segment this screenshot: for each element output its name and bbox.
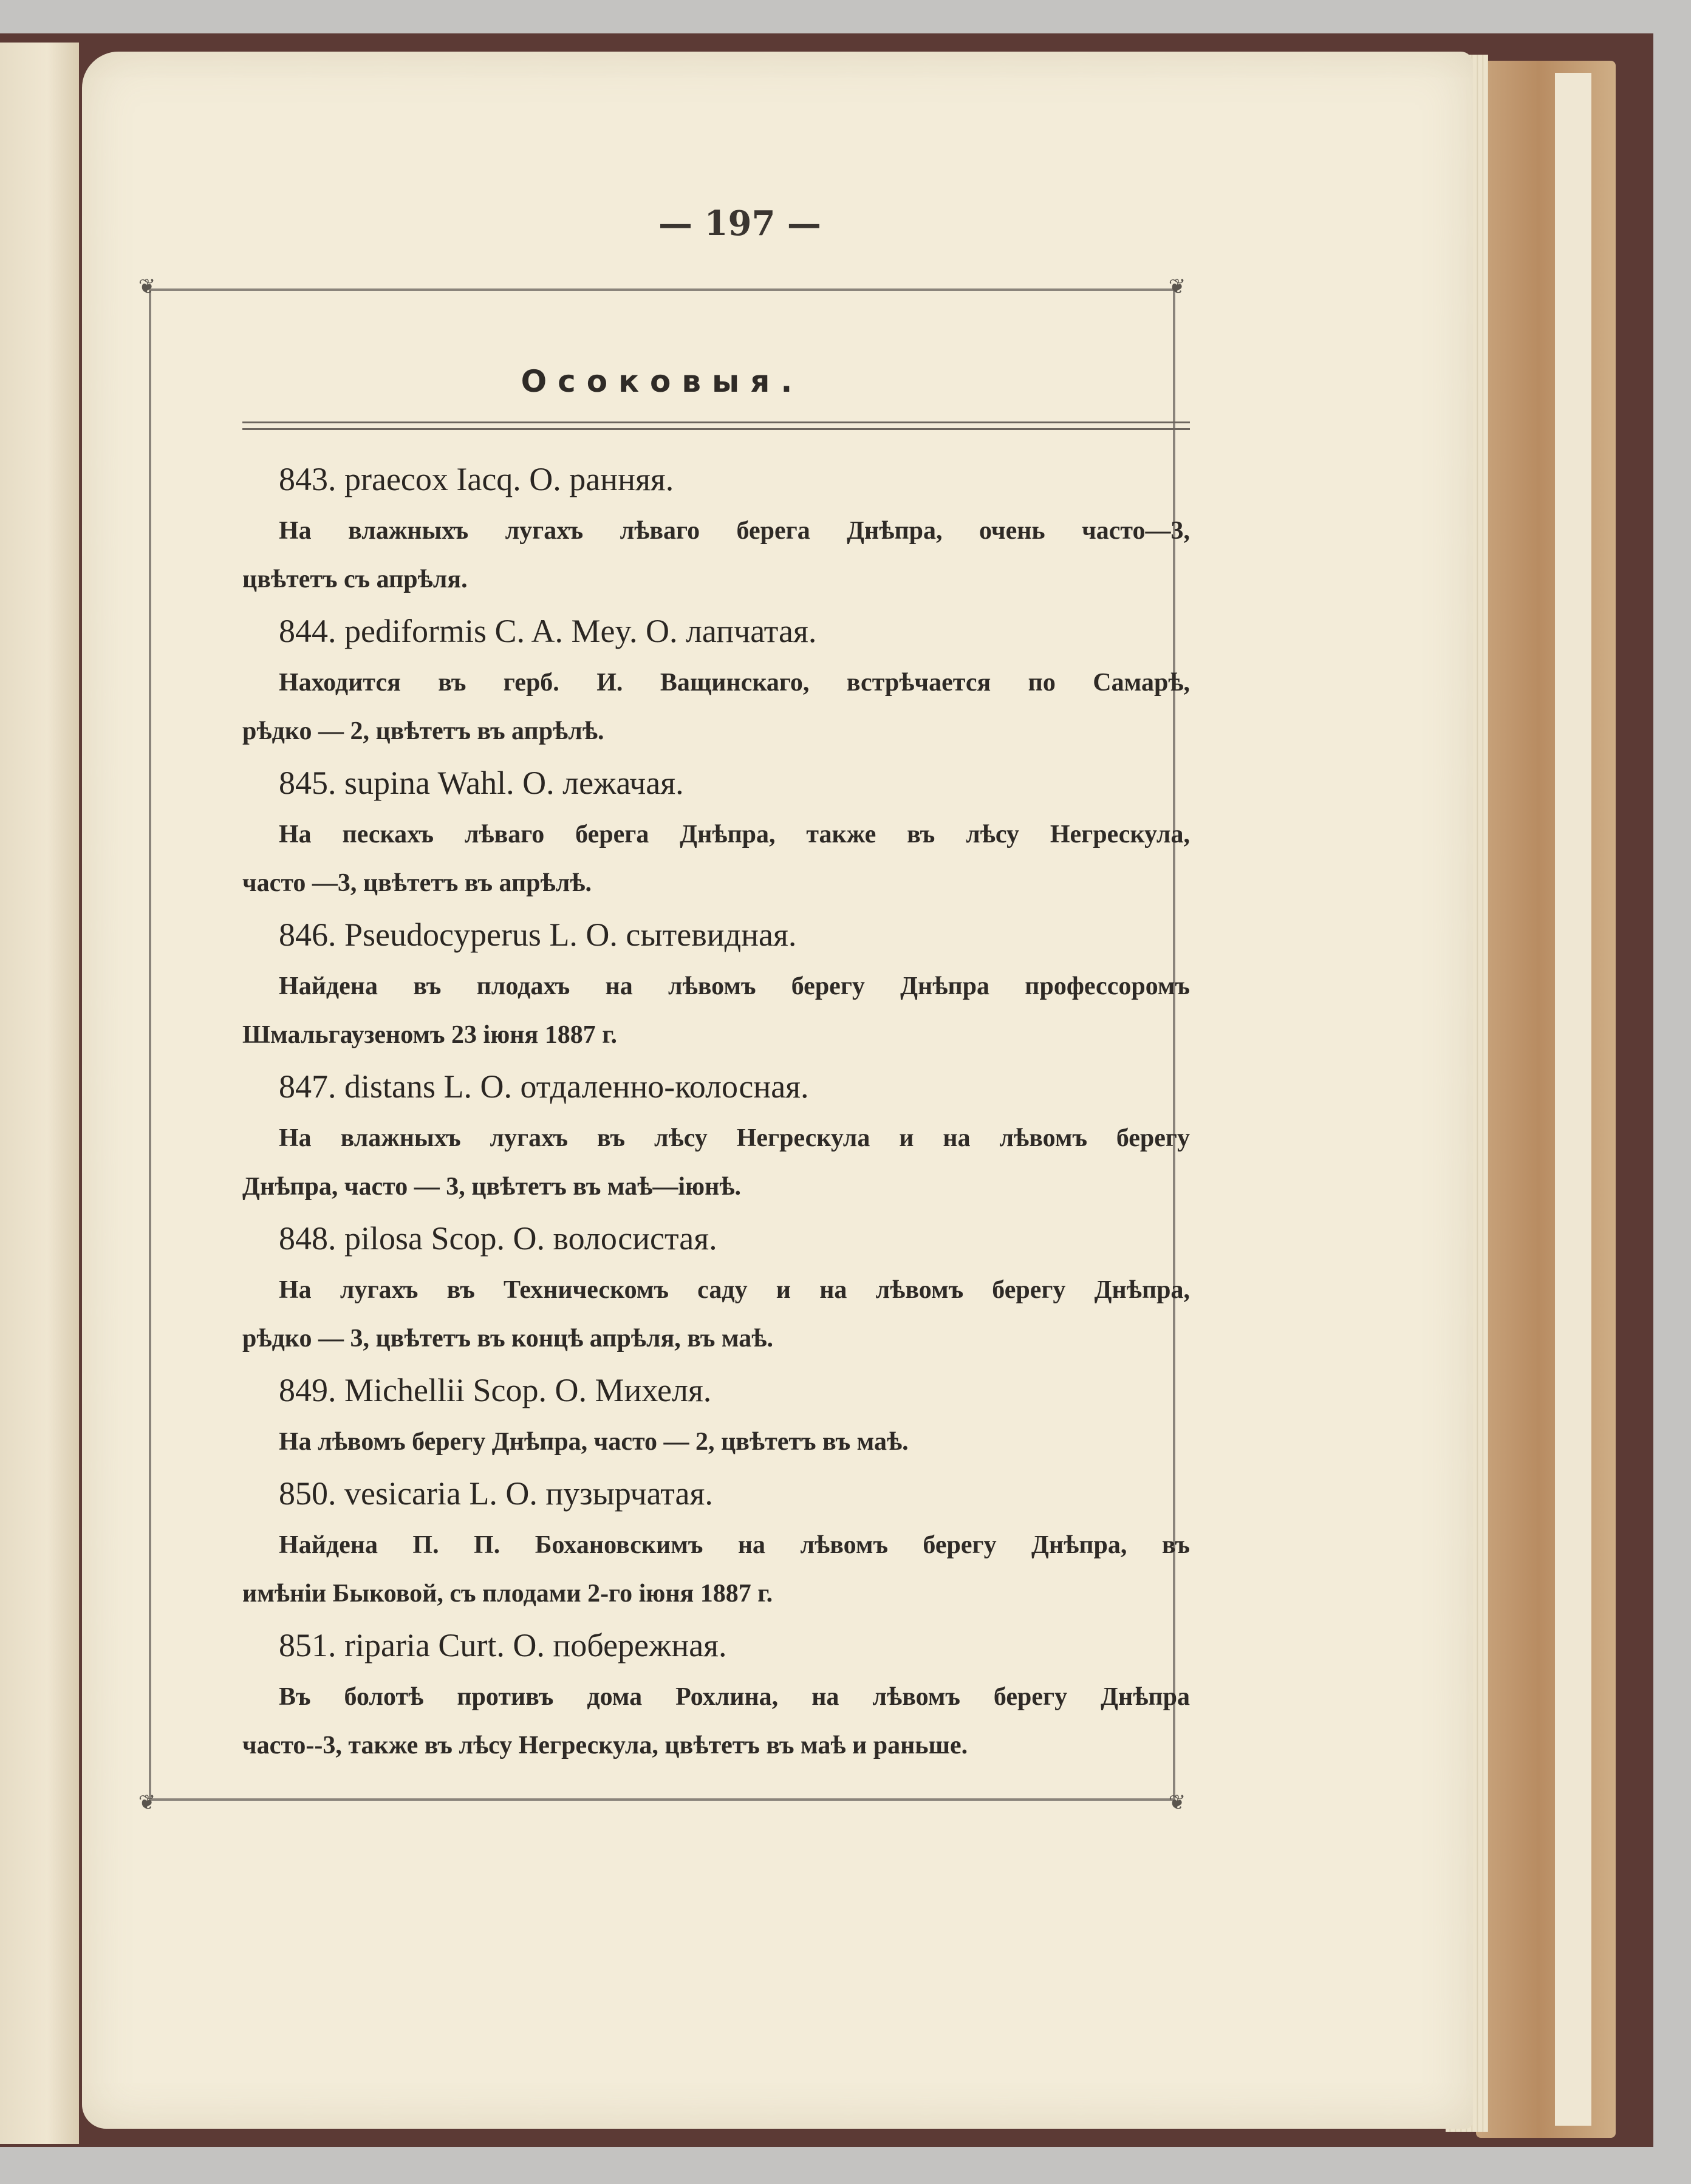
corner-ornament-icon: ❦: [1168, 275, 1186, 299]
page-number: — 197 —: [658, 203, 821, 244]
species-description: [242, 1418, 1190, 1466]
description-line: Въ болотѣ противъ дома Рохлина, на лѣвомъ берегу Днѣпра: [279, 1683, 1190, 1711]
description-line: Днѣпра, часто — 3, цвѣтетъ въ маѣ—іюнѣ.: [242, 1173, 742, 1201]
cardboard-backing: [1476, 61, 1616, 2138]
title-rule: [242, 421, 1190, 423]
description-line: На влажныхъ лугахъ въ лѣсу Негрескула и на лѣвомъ берегу: [279, 1124, 1190, 1152]
description-line: цвѣтетъ съ апрѣля.: [242, 565, 468, 593]
species-entry: [242, 1618, 1190, 1770]
paper-strip: [1555, 73, 1591, 2126]
description-line: На лугахъ въ Техническомъ саду и на лѣвомъ берегу Днѣпра,: [279, 1276, 1190, 1304]
description-line: часто —3, цвѣтетъ въ апрѣлѣ.: [242, 869, 592, 897]
species-heading: 849. Michellii Scop. О. Михеля.: [279, 1372, 712, 1408]
species-description: [242, 1266, 1190, 1363]
species-heading: 845. supina Wahl. О. лежачая.: [279, 765, 684, 801]
species-heading: 847. distans L. О. отдаленно-колосная.: [279, 1068, 809, 1105]
species-description: [242, 1673, 1190, 1770]
description-line: Найдена въ плодахъ на лѣвомъ берегу Днѣпра профессоромъ: [279, 972, 1190, 1000]
species-heading: 851. riparia Curt. О. побережная.: [279, 1627, 727, 1664]
species-list: [242, 452, 1190, 1770]
species-entry: [242, 756, 1190, 907]
species-heading: 850. vesicaria L. О. пузырчатая.: [279, 1475, 713, 1512]
description-line: рѣдко — 3, цвѣтетъ въ концѣ апрѣля, въ маѣ.: [242, 1325, 773, 1353]
species-description: [242, 1114, 1190, 1211]
species-entry: [242, 1363, 1190, 1466]
description-line: часто--3, также въ лѣсу Негрескула, цвѣтетъ въ маѣ и раньше.: [242, 1732, 968, 1759]
description-line: имѣніи Быковой, съ плодами 2-го іюня 1887 г.: [242, 1580, 773, 1608]
corner-ornament-icon: ❦: [138, 275, 156, 299]
text-frame: [138, 275, 1190, 1815]
corner-ornament-icon: ❦: [1168, 1790, 1186, 1815]
species-description: [242, 507, 1190, 604]
corner-ornament-icon: ❦: [138, 1790, 156, 1815]
description-line: На влажныхъ лугахъ лѣваго берега Днѣпра, очень часто—3,: [279, 517, 1190, 545]
species-heading: 846. Pseudocyperus L. О. сытевидная.: [279, 916, 797, 953]
book-page: [82, 52, 1473, 2129]
description-line: рѣдко — 2, цвѣтетъ въ апрѣлѣ.: [242, 717, 604, 745]
title-rule: [242, 428, 1190, 430]
description-line: Шмальгаузеномъ 23 іюня 1887 г.: [242, 1021, 618, 1049]
species-entry: [242, 1466, 1190, 1618]
description-line: Найдена П. П. Бохановскимъ на лѣвомъ берегу Днѣпра, въ: [279, 1531, 1190, 1559]
description-line: На лѣвомъ берегу Днѣпра, часто — 2, цвѣтетъ въ маѣ.: [279, 1428, 909, 1456]
species-entry: [242, 1059, 1190, 1211]
left-page-edge: [0, 43, 79, 2144]
species-description: [242, 810, 1190, 907]
description-line: На пескахъ лѣваго берега Днѣпра, также въ лѣсу Негрескула,: [279, 821, 1190, 848]
species-entry: [242, 604, 1190, 756]
species-description: [242, 962, 1190, 1059]
species-heading: 844. pediformis C. A. Mey. О. лапчатая.: [279, 613, 817, 649]
species-heading: 843. praecox Iacq. О. ранняя.: [279, 461, 674, 497]
species-entry: [242, 1211, 1190, 1363]
species-description: [242, 1521, 1190, 1618]
species-entry: [242, 452, 1190, 604]
species-description: [242, 658, 1190, 756]
species-heading: 848. pilosa Scop. О. волосистая.: [279, 1220, 717, 1257]
species-entry: [242, 907, 1190, 1059]
description-line: Находится въ герб. И. Ващинскаго, встрѣчается по Самарѣ,: [279, 669, 1190, 697]
section-title: Осоковыя.: [521, 364, 804, 399]
